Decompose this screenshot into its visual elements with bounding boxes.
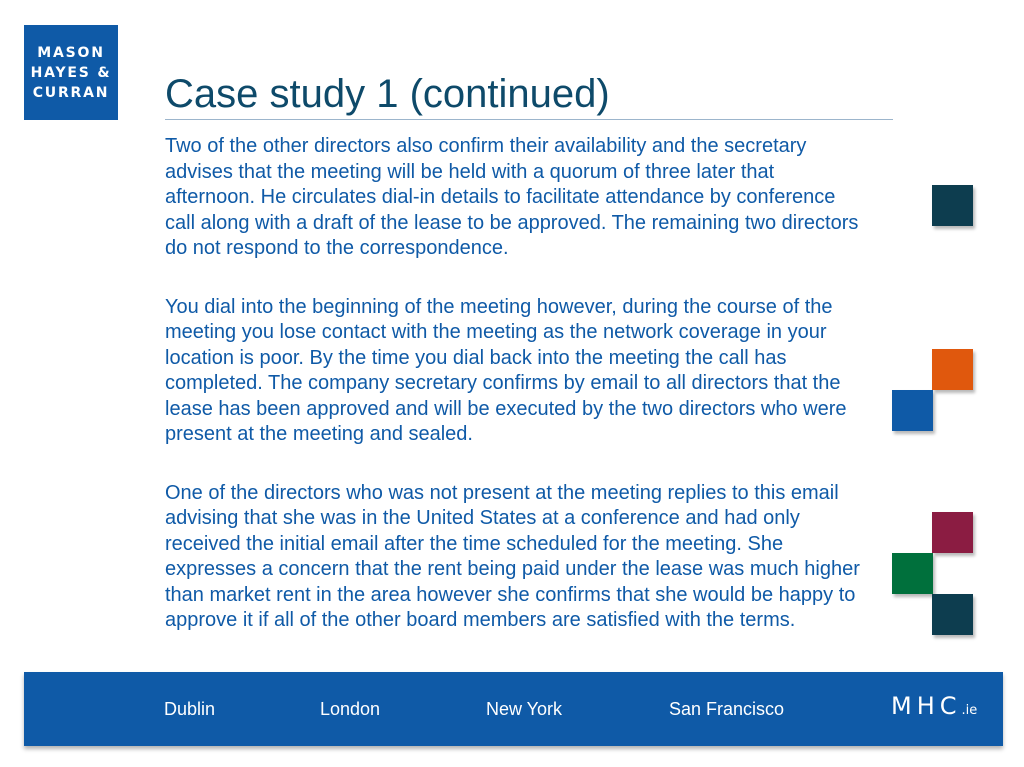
footer-brand <box>891 692 977 720</box>
city-new-york: New York <box>486 699 563 719</box>
slide-body <box>165 134 865 667</box>
decor-square-blue <box>892 390 933 431</box>
decor-square-orange <box>932 349 973 390</box>
city-san-francisco: San Francisco <box>669 699 785 719</box>
decor-square-teal-bottom <box>932 594 973 635</box>
brand-domain: .ie <box>961 703 978 718</box>
decor-square-green <box>892 553 933 594</box>
decor-square-crimson <box>932 512 973 553</box>
paragraph-2: You dial into the beginning of the meeting however, during the course of the meeting you lose contact with the meeting as the network coverage in your location is poor. By the time you dial back into the meeting the call has completed. The company secretary confirms by email to all directors that the lease has been approved and will be executed by the two directors who were present at the meeting and sealed. <box>165 295 847 445</box>
city-dublin: Dublin <box>164 699 216 719</box>
city-london: London <box>320 699 381 719</box>
logo-line-3: CURRAN <box>32 84 110 101</box>
brand-mark: MHC <box>891 692 962 720</box>
firm-logo <box>24 25 118 120</box>
logo-line-2: HAYES & <box>30 64 112 81</box>
decor-square-teal-top <box>932 185 973 226</box>
logo-line-1: MASON <box>37 44 105 61</box>
footer-bar <box>24 672 1003 746</box>
title-divider <box>165 119 893 120</box>
paragraph-1: Two of the other directors also confirm their availability and the secretary advises that the meeting will be held with a quorum of three later that afternoon. He circulates dial-in details to facilitate attendance by conference call along with a draft of the lease to be approved. The remaining two directors do not respond to the correspondence. <box>165 135 859 259</box>
slide-title: Case study 1 (continued) <box>165 72 610 116</box>
paragraph-3: One of the directors who was not present at the meeting replies to this email advising that she was in the United States at a conference and had only received the initial email after the time scheduled for the meeting. She expresses a concern that the rent being paid under the lease was much higher than market rent in the area however she confirms that she would be happy to approve it if all of the other board members are satisfied with the terms. <box>165 481 860 631</box>
